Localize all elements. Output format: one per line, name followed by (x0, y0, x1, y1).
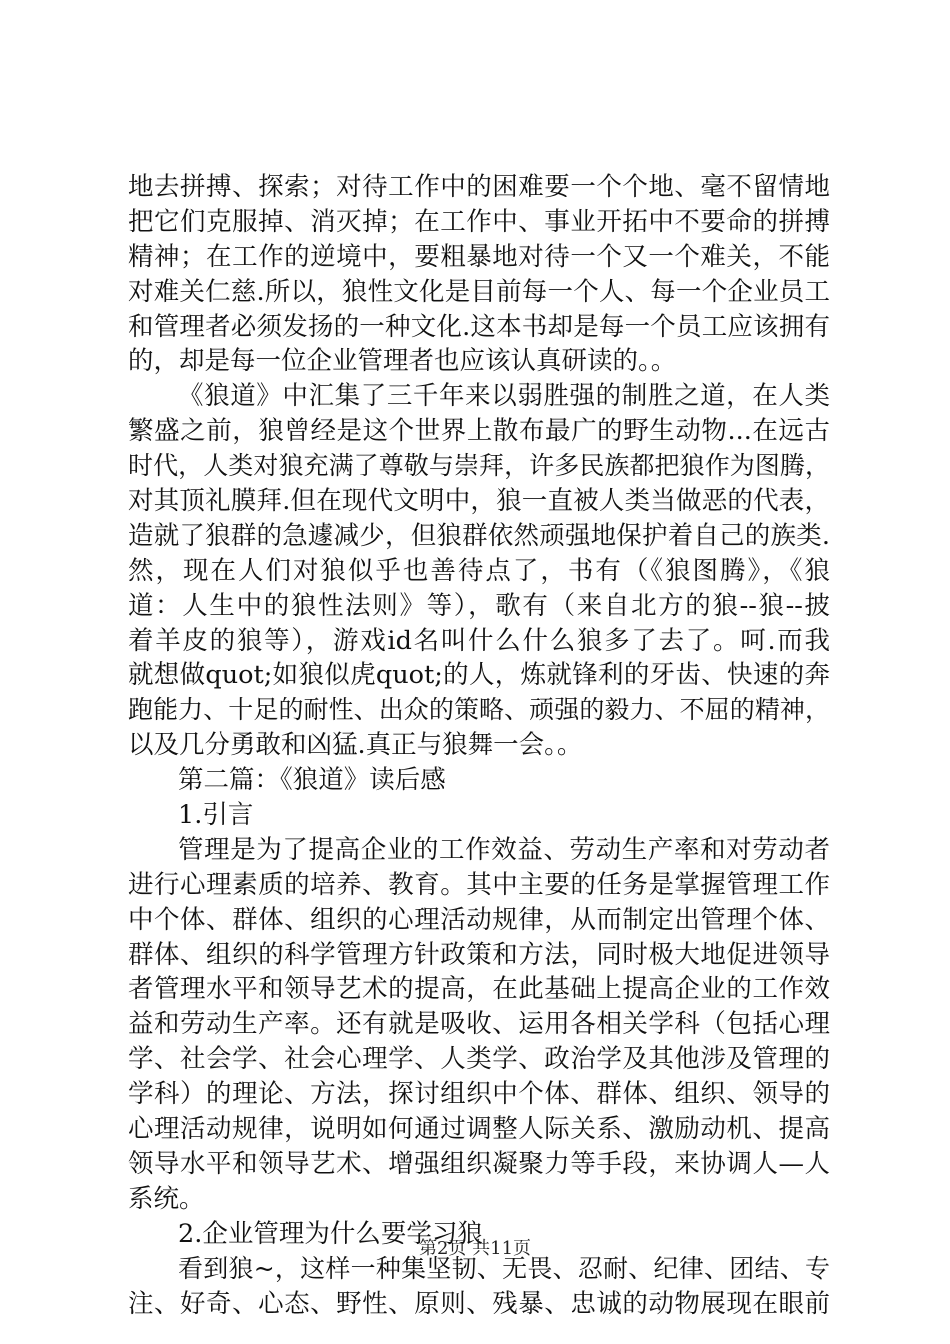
text-line: 进行心理素质的培养、教育。其中主要的任务是掌握管理工作 (128, 869, 830, 900)
text-line: 注、好奇、心态、野性、原则、残暴、忠诚的动物展现在眼前 (128, 1288, 830, 1319)
text-line: 2.企业管理为什么要学习狼 (178, 1218, 483, 1249)
text-line: 道：人生中的狼性法则》等），歌有（来自北方的狼--狼--披 (128, 590, 830, 621)
text-line: 心理活动规律，说明如何通过调整人际关系、激励动机、提高 (128, 1114, 830, 1145)
text-line: 以及几分勇敢和凶猛.真正与狼舞一会。。 (128, 730, 583, 761)
text-line: 益和劳动生产率。还有就是吸收、运用各相关学科（包括心理 (128, 1009, 830, 1040)
page-number: 第2页 共11页 (418, 1238, 532, 1259)
text-line: 对难关仁慈.所以，狼性文化是目前每一个人、每一个企业员工 (128, 276, 830, 307)
text-line: 然，现在人们对狼似乎也善待点了，书有（《狼图腾》，《狼 (128, 555, 830, 586)
text-line: 管理是为了提高企业的工作效益、劳动生产率和对劳动者 (178, 834, 830, 865)
text-line: 把它们克服掉、消灭掉；在工作中、事业开拓中不要命的拼搏 (128, 206, 830, 237)
text-line: 跑能力、十足的耐性、出众的策略、顽强的毅力、不屈的精神， (128, 695, 830, 725)
text-line: 者管理水平和领导艺术的提高，在此基础上提高企业的工作效 (128, 974, 830, 1005)
text-line: 繁盛之前，狼曾经是这个世界上散布最广的野生动物...在远古 (128, 416, 830, 447)
text-line: 就想做quot;如狼似虎quot;的人，炼就锋利的牙齿、快速的奔 (128, 660, 830, 691)
text-line: 学科）的理论、方法，探讨组织中个体、群体、组织、领导的 (128, 1079, 830, 1110)
text-line: 着羊皮的狼等），游戏id名叫什么什么狼多了去了。呵.而我 (128, 625, 830, 656)
text-line: 系统。 (128, 1183, 205, 1214)
text-line: 中个体、群体、组织的心理活动规律，从而制定出管理个体、 (128, 904, 830, 935)
page-footer (0, 1237, 950, 1261)
text-line: 的，却是每一位企业管理者也应该认真研读的。。 (128, 346, 677, 377)
text-line: 对其顶礼膜拜.但在现代文明中，狼一直被人类当做恶的代表， (128, 486, 830, 517)
text-line: 地去拼搏、探索；对待工作中的困难要一个个地、毫不留情地 (128, 172, 830, 202)
text-line: 第二篇：《狼道》读后感 (178, 765, 446, 796)
document-body (128, 170, 830, 1321)
text-line: 领导水平和领导艺术、增强组织凝聚力等手段，来协调人—人 (128, 1148, 830, 1179)
text-line: 造就了狼群的急遽减少，但狼群依然顽强地保护着自己的族类. (128, 520, 830, 551)
text-line: 和管理者必须发扬的一种文化.这本书却是每一个员工应该拥有 (128, 311, 830, 342)
text-line: 群体、组织的科学管理方针政策和方法，同时极大地促进领导 (128, 939, 830, 970)
text-line: 精神；在工作的逆境中，要粗暴地对待一个又一个难关，不能 (128, 241, 830, 272)
text-line: 时代，人类对狼充满了尊敬与崇拜，许多民族都把狼作为图腾， (128, 451, 830, 481)
text-line: 《狼道》中汇集了三千年来以弱胜强的制胜之道，在人类 (178, 381, 830, 412)
text-line: 1.引言 (178, 800, 254, 831)
text-line: 看到狼~，这样一种集坚韧、无畏、忍耐、纪律、团结、专 (178, 1253, 830, 1283)
text-line: 学、社会学、社会心理学、人类学、政治学及其他涉及管理的 (128, 1044, 830, 1075)
